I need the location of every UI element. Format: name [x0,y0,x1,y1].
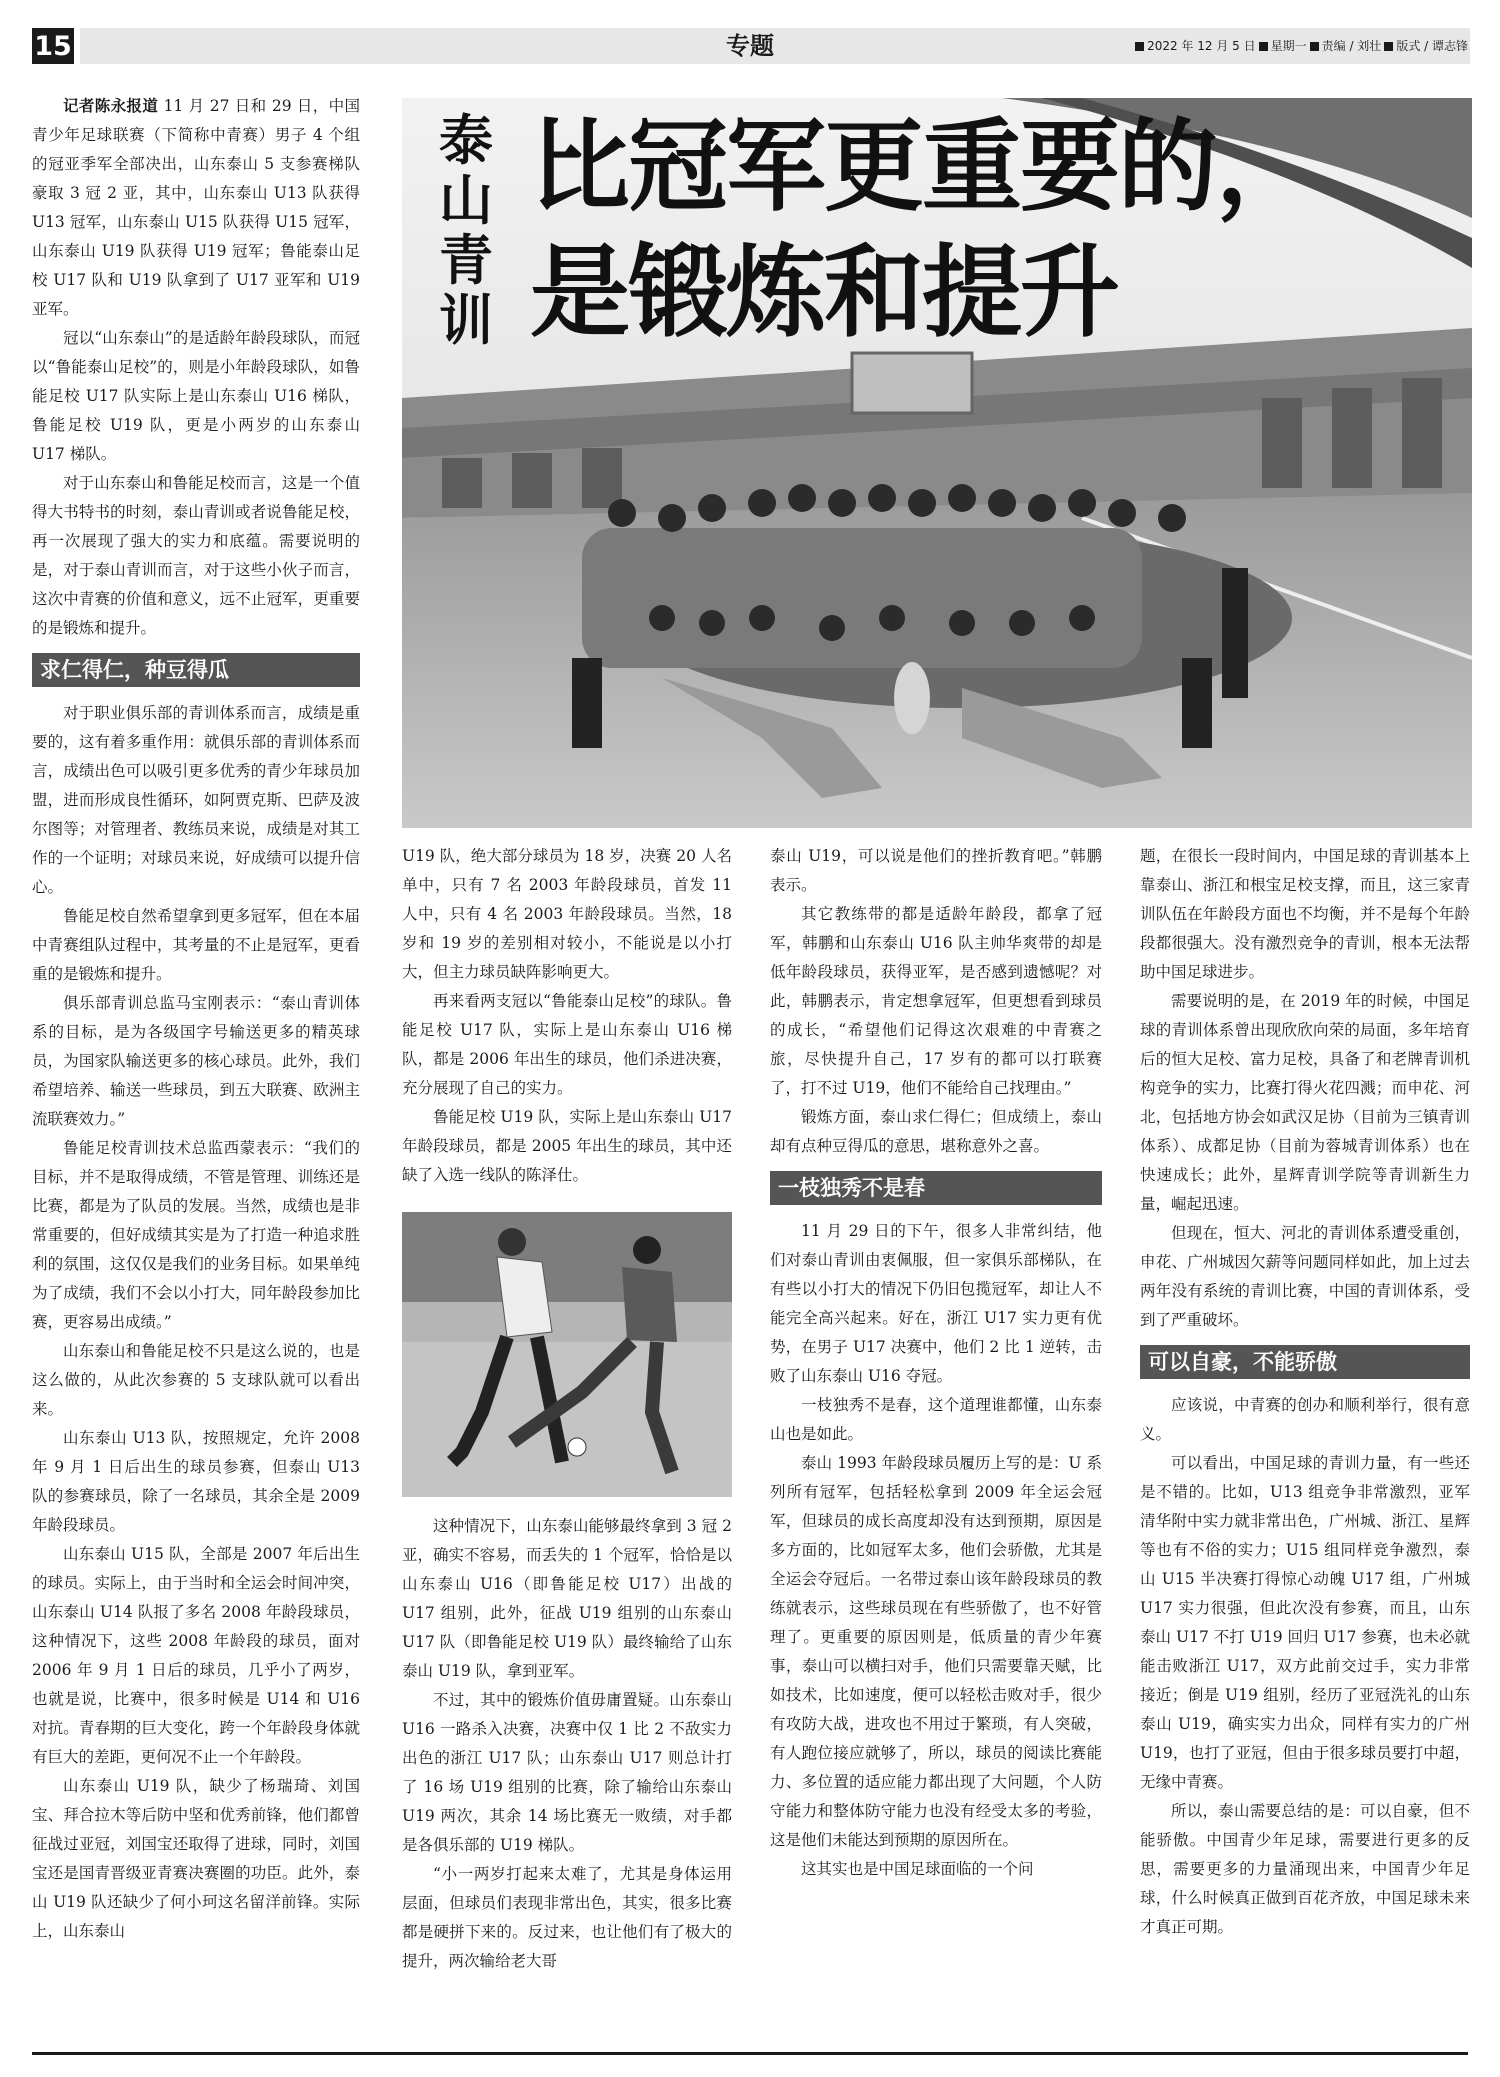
column-4 [1140,842,1470,2047]
layout-editor: 版式 / 谭志锋 [1396,39,1468,53]
article-paragraph: 一枝独秀不是春，这个道理谁都懂，山东泰山也是如此。 [770,1396,1102,1443]
article-paragraph: 但现在，恒大、河北的青训体系遭受重创，申花、广州城因欠薪等问题同样如此，加上过去两年没有系统的青训比赛，中国的青训体系，受到了严重破坏。 [1140,1224,1470,1329]
article-paragraph: U19 队，绝大部分球员为 18 岁，决赛 20 人名单中，只有 7 名 2003 年龄段球员，首发 11 人中，只有 4 名 2003 年龄段球员。当然，18 岁和 19 岁的差别相对较小，不能说是以小打大，但主力球员缺阵影响更大。 [402,847,732,981]
article-paragraph: 不过，其中的锻炼价值毋庸置疑。山东泰山 U16 一路杀入决赛，决赛中仅 1 比 2 不敌实力出色的浙江 U17 队；山东泰山 U17 则总计打了 16 场 U19 组别的比赛，除了输给山东泰山 U19 两次，其余 14 场比赛无一败绩，对手都是各俱乐部的 U19 梯队。 [402,1691,732,1854]
headline-line-1: 比冠军更重要的， [530,107,1314,225]
article-paragraph: 这种情况下，山东泰山能够最终拿到 3 冠 2 亚，确实不容易，而丢失的 1 个冠军，恰恰是以山东泰山 U16（即鲁能足校 U17）出战的 U17 组别，此外，征战 U19 组别的山东泰山 U17 队（即鲁能足校 U19 队）最终输给了山东泰山 U19 队，拿到亚军。 [402,1517,732,1680]
kicker-char: 山 [439,168,493,232]
subhead: 可以自豪，不能骄傲 [1140,1345,1470,1379]
column-2-top [402,842,732,1202]
match-photo-graphic [402,1212,732,1497]
article-paragraph: 鲁能足校青训技术总监西蒙表示：“我们的目标，并不是取得成绩，不管是管理、训练还是比赛，都是为了队员的发展。当然，成绩也是非常重要的，但好成绩其实是为了打造一种追求胜利的氛围，这仅仅是我们的业务目标。如果单纯为了成绩，我们不会以小打大，同年龄段参加比赛，更容易出成绩。” [32,1139,360,1331]
article-paragraph: 应该说，中青赛的创办和顺利举行，很有意义。 [1140,1396,1470,1443]
paragraph-text: 11 月 27 日和 29 日，中国青少年足球联赛（下简称中青赛）男子 4 个组的冠亚季军全部决出，山东泰山 5 支参赛梯队豪取 3 冠 2 亚，其中，山东泰山 U13 队获得 U13 冠军，山东泰山 U15 队获得 U15 冠军，山东泰山 U19 队获得 U19 冠军；鲁能泰山足校 U17 队和 U19 队拿到了 U17 亚军和 U19 亚军。 [32,97,360,318]
headline-kicker [436,110,496,350]
article-paragraph: “小一两岁打起来太难了，尤其是身体运用层面，但球员们表现非常出色，其实，很多比赛都是硬拼下来的。反过来，也让他们有了极大的提升，两次输给老大哥 [402,1865,732,1970]
article-paragraph: 需要说明的是，在 2019 年的时候，中国足球的青训体系曾出现欣欣向荣的局面，多年培育后的恒大足校、富力足校，具备了和老牌青训机构竞争的实力，比赛打得火花四溅；而申花、河北，包括地方协会如武汉足协（目前为三镇青训体系）、成都足协（目前为蓉城青训体系）也在快速成长；此外，星辉青训学院等青训新生力量，崛起迅速。 [1140,992,1470,1213]
article-paragraph [32,92,360,324]
subhead: 一枝独秀不是春 [770,1171,1102,1205]
article-paragraph: 这其实也是中国足球面临的一个问 [801,1860,1034,1878]
article-paragraph: 山东泰山 U19 队，缺少了杨瑞琦、刘国宝、拜合拉木等后防中坚和优秀前锋，他们都曾征战过亚冠，刘国宝还取得了进球，同时，刘国宝还是国青晋级亚青赛决赛圈的功臣。此外，泰山 U19 队还缺少了何小珂这名留洋前锋。实际上，山东泰山 [32,1777,360,1940]
weekday: 星期一 [1270,39,1307,53]
column-3 [770,842,1102,2047]
article-paragraph: 对于职业俱乐部的青训体系而言，成绩是重要的，这有着多重作用：就俱乐部的青训体系而言，成绩出色可以吸引更多优秀的青少年球员加盟，进而形成良性循环，如阿贾克斯、巴萨及波尔图等；对管理者、教练员来说，成绩是对其工作的一个证明；对球员来说，好成绩可以提升信心。 [32,704,360,896]
article-paragraph: 山东泰山和鲁能足校不只是这么说的，也是这么做的，从此次参赛的 5 支球队就可以看出来。 [32,1342,360,1418]
article-paragraph: 题，在很长一段时间内，中国足球的青训基本上靠泰山、浙江和根宝足校支撑，而且，这三家青训队伍在年龄段方面也不均衡，并不是每个年龄段都很强大。没有激烈竞争的青训，根本无法帮助中国足球进步。 [1140,847,1470,981]
article-paragraph: 冠以“山东泰山”的是适龄年龄段球队，而冠以“鲁能泰山足校”的，则是小年龄段球队，如鲁能足校 U17 队实际上是山东泰山 U16 梯队，鲁能足校 U19 队，更是小两岁的山东泰山 U17 梯队。 [32,329,360,463]
column-1 [32,92,360,2047]
article-paragraph: 所以，泰山需要总结的是：可以自豪，但不能骄傲。中国青少年足球，需要进行更多的反思，需要更多的力量涌现出来，中国青少年足球，什么时候真正做到百花齐放，中国足球未来才真正可期。 [1140,1802,1470,1936]
article-paragraph: 11 月 29 日的下午，很多人非常纠结，他们对泰山青训由衷佩服，但一家俱乐部梯队，在有些以小打大的情况下仍旧包揽冠军，却让人不能完全高兴起来。好在，浙江 U17 实力更有优势，在男子 U17 决赛中，他们 2 比 1 逆转，击败了山东泰山 U16 夺冠。 [770,1222,1102,1385]
kicker-char: 泰 [439,108,493,172]
article-paragraph: 鲁能足校自然希望拿到更多冠军，但在本届中青赛组队过程中，其考量的不止是冠军，更看重的是锻炼和提升。 [32,907,360,983]
kicker-char: 青 [439,228,493,292]
article-paragraph: 可以看出，中国足球的青训力量，有一些还是不错的。比如，U13 组竞争非常激烈，亚军清华附中实力就非常出色，广州城、浙江、星辉等也有不俗的实力；U15 组同样竞争激烈，泰山 U15 半决赛打得惊心动魄 U17 组，广州城 U17 实力很强，但此次没有参赛，而且，山东泰山 U17 不打 U19 回归 U17 参赛，也未必就能击败浙江 U17，双方此前交过手，实力非常接近；倒是 U19 组别，经历了亚冠洗礼的山东泰山 U19，确实实力出众，同样有实力的广州 U19，也打了亚冠，但由于很多球员要打中超，无缘中青赛。 [1140,1454,1470,1791]
column-2-bottom [402,1512,732,2047]
headline-line-2: 是锻炼和提升 [530,233,1118,351]
article-paragraph: 再来看两支冠以“鲁能泰山足校”的球队。鲁能足校 U17 队，实际上是山东泰山 U16 梯队，都是 2006 年出生的球员，他们杀进决赛，充分展现了自己的实力。 [402,992,732,1097]
section-title: 专题 [726,32,774,60]
article-paragraph: 对于山东泰山和鲁能足校而言，这是一个值得大书特书的时刻，泰山青训或者说鲁能足校，再一次展现了强大的实力和底蕴。需要说明的是，对于泰山青训而言，对于这些小伙子而言，这次中青赛的价值和意义，远不止冠军，更重要的是锻炼和提升。 [32,474,360,637]
dateline [1132,28,1468,64]
article-paragraph: 其它教练带的都是适龄年龄段，都拿了冠军，韩鹏和山东泰山 U16 队主帅华爽带的却是低年龄段球员，获得亚军，是否感到遗憾呢？对此，韩鹏表示，肯定想拿冠军，但更想看到球员的成长，“希望他们记得这次艰难的中青赛之旅，尽快提升自己，17 岁有的都可以打联赛了，打不过 U19，他们不能给自己找理由。” [770,905,1102,1097]
article-paragraph: 泰山 U19，可以说是他们的挫折教育吧。”韩鹏表示。 [770,847,1102,894]
byline: 记者陈永报道 [63,97,159,115]
article-paragraph: 山东泰山 U15 队，全部是 2007 年后出生的球员。实际上，由于当时和全运会时间冲突，山东泰山 U14 队报了多名 2008 年龄段球员，这种情况下，这些 2008 年龄段的球员，面对 2006 年 9 月 1 日后的球员，几乎小了两岁，也就是说，比赛中，很多时候是 U14 和 U16 对抗。青春期的巨大变化，跨一个年龄段身体就有巨大的差距，更何况不止一个年龄段。 [32,1545,360,1766]
kicker-char: 训 [439,288,493,352]
article-paragraph: 泰山 1993 年龄段球员履历上写的是：U 系列所有冠军，包括轻松拿到 2009 年全运会冠军，但球员的成长高度却没有达到预期，原因是多方面的，比如冠军太多，他们会骄傲，尤其是全运会夺冠后。一名带过泰山该年龄段球员的教练就表示，这些球员现在有些骄傲了，也不好管理了。更重要的原因则是，低质量的青少年赛事，泰山可以横扫对手，他们只需要靠天赋，比如技术，比如速度，便可以轻松击败对手，很少有攻防大战，进攻也不用过于繁琐，有人突破，有人跑位接应就够了，所以，球员的阅读比赛能力、多位置的适应能力都出现了大问题，个人防守能力和整体防守能力也没有经受太多的考验，这是他们未能达到预期的原因所在。 [770,1454,1102,1849]
date: 2022 年 12 月 5 日 [1147,39,1256,53]
subhead: 求仁得仁，种豆得瓜 [32,653,360,687]
match-photo [402,1212,732,1497]
article-paragraph: 锻炼方面，泰山求仁得仁；但成绩上，泰山却有点种豆得瓜的意思，堪称意外之喜。 [770,1108,1102,1155]
editor: 责编 / 刘壮 [1321,39,1382,53]
article-paragraph: 山东泰山 U13 队，按照规定，允许 2008 年 9 月 1 日后出生的球员参赛，但泰山 U13 队的参赛球员，除了一名球员，其余全是 2009 年龄段球员。 [32,1429,360,1534]
article-paragraph: 俱乐部青训总监马宝刚表示：“泰山青训体系的目标，是为各级国字号输送更多的精英球员，为国家队输送更多的核心球员。此外，我们希望培养、输送一些球员，到五大联赛、欧洲主流联赛效力。” [32,994,360,1128]
article-paragraph: 鲁能足校 U19 队，实际上是山东泰山 U17 年龄段球员，都是 2005 年出生的球员，其中还缺了入选一线队的陈泽仕。 [402,1108,732,1184]
bottom-rule [32,2052,1468,2055]
page-number: 15 [32,28,74,64]
